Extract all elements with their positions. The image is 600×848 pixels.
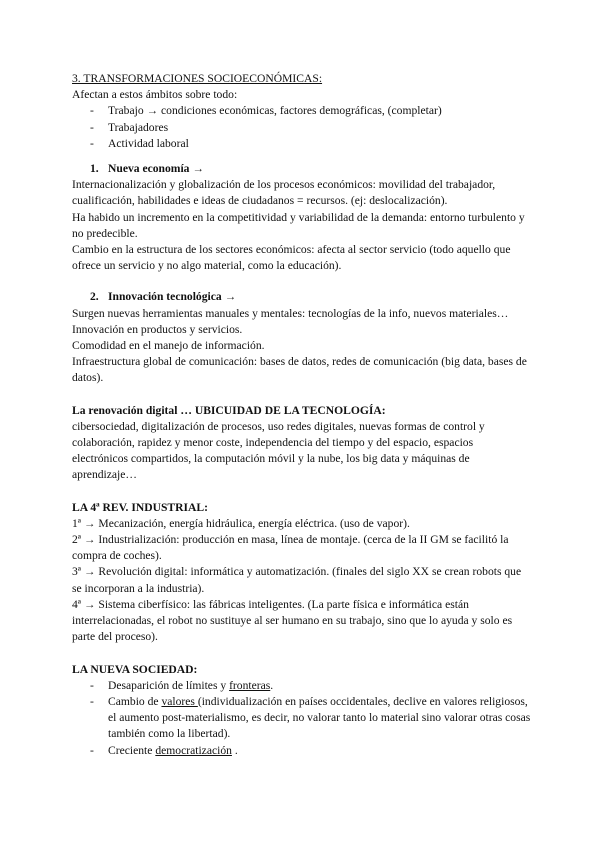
list-item-text: (individualización en países occidentales, declive en valores religiosos, el aumento post-materialismo, es decir, no valorar tanto lo material sino valorar otras cosas también como la libertad). [108,694,531,741]
industrial-heading: LA 4ª REV. INDUSTRIAL: [72,500,208,514]
document-page [72,71,532,759]
digital-heading: La renovación digital … UBICUIDAD DE LA TECNOLOGÍA: [72,403,386,417]
innovation-heading [72,289,532,305]
dash-bullet: - [90,136,94,150]
heading-number: 2. [90,290,99,304]
underlined-term: democratización [155,743,232,757]
list-item [72,103,532,119]
list-item [72,694,532,743]
economy-heading [72,161,532,177]
list-item [72,743,532,759]
list-item [72,136,532,152]
list-item-text: . [231,743,238,757]
dash-bullet: - [90,104,94,118]
society-items-list [72,678,532,759]
heading-number: 1. [90,162,99,176]
heading-text: Nueva economía → [108,162,204,176]
paragraph: Cambio en la estructura de los sectores económicos: afecta al sector servicio (todo aquello que ofrece un servicio y no algo material, como la educación). [72,243,511,273]
paragraph: 4ª → Sistema ciberfísico: las fábricas inteligentes. (La parte física e informática están interrelacionadas, el robot no sustituye al ser humano en su trabajo, sino que lo ayuda y solo es parte del proceso). [72,597,513,644]
underlined-term: fronteras [229,678,271,692]
section-intro: Afectan a estos ámbitos sobre todo: [72,88,238,102]
paragraph: Infraestructura global de comunicación: bases de datos, redes de comunicación (big data, bases de datos). [72,355,527,385]
dash-bullet: - [90,120,94,134]
paragraph: Internacionalización y globalización de los procesos económicos: movilidad del trabajador, cualificación, habilidades e ideas de ciudadanos = recursos. (ej: deslocalización). [72,178,496,208]
paragraph: 1ª → Mecanización, energía hidráulica, energía eléctrica. (uso de vapor). [72,516,410,530]
list-item-text: Desaparición de límites y [108,678,230,692]
list-item-text: . [270,678,274,692]
dash-bullet: - [90,694,94,708]
paragraph: Comodidad en el manejo de información. [72,339,265,353]
list-item-text: Trabajo → condiciones económicas, factores demográficas, (completar) [108,104,442,118]
section-items-list [72,103,532,152]
list-item-text: Actividad laboral [108,136,189,150]
list-item [72,678,532,694]
heading-text: Innovación tecnológica → [108,290,237,304]
list-item-text: Creciente [108,743,156,757]
underlined-term: valores [161,694,198,708]
list-item-text: Trabajadores [108,120,169,134]
paragraph: Surgen nuevas herramientas manuales y mentales: tecnologías de la info, nuevos materiales… [72,306,509,320]
dash-bullet: - [90,743,94,757]
paragraph: cibersociedad, digitalización de procesos, uso redes digitales, nuevas formas de control y colaboración, rapidez y menor coste, independencia del tiempo y del espacio, espacios electrónicos compartidos, la computación móvil y la nube, los big data y máquinas de aprendizaje… [72,419,485,482]
paragraph: Innovación en productos y servicios. [72,322,243,336]
paragraph: Ha habido un incremento en la competitividad y variabilidad de la demanda: entorno turbulento y no predecible. [72,210,525,240]
dash-bullet: - [90,678,94,692]
list-item-text: Cambio de [108,694,162,708]
section-title: 3. TRANSFORMACIONES SOCIOECONÓMICAS: [72,72,323,85]
list-item [72,120,532,136]
paragraph: 2ª → Industrialización: producción en masa, línea de montaje. (cerca de la II GM se facilitó la compra de coches). [72,533,509,563]
paragraph: 3ª → Revolución digital: informática y automatización. (finales del siglo XX se crean robots que se incorporan a la industria). [72,565,522,595]
society-heading: LA NUEVA SOCIEDAD: [72,662,198,676]
